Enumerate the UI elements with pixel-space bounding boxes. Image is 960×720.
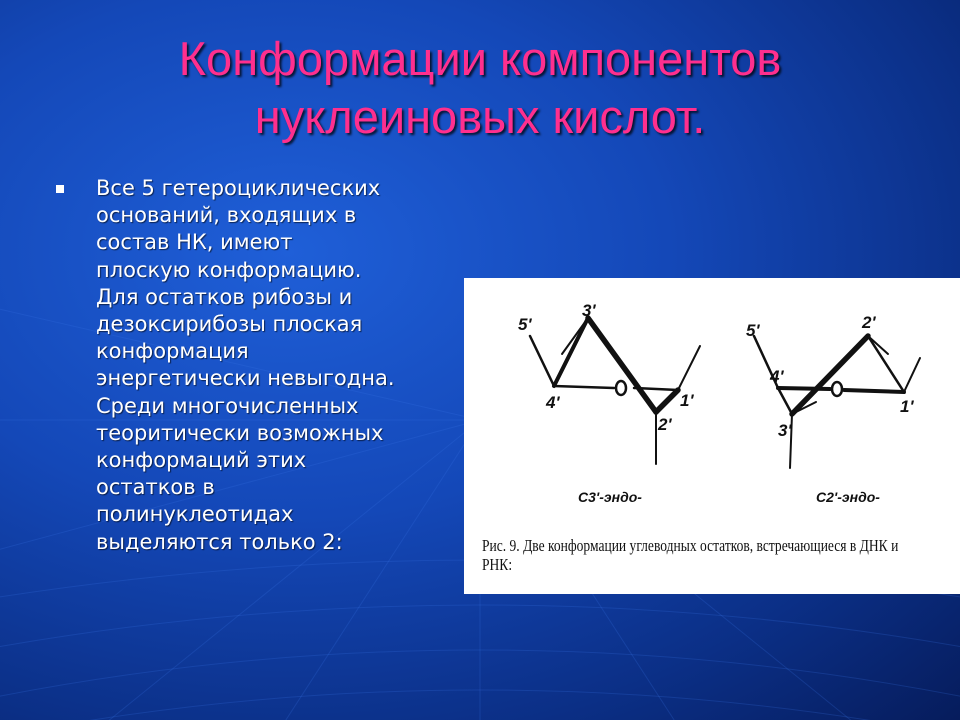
right-label-c2: 2' (862, 313, 876, 332)
title-line-1: Конформации компонентов (178, 32, 782, 85)
square-bullet-icon (56, 185, 64, 193)
caption-line-1: Рис. 9. Две конформации углеводных остатков, встречающиеся в ДНК и (482, 536, 899, 555)
right-label-c4: 4' (770, 367, 784, 386)
conformation-figure (464, 278, 960, 594)
figure-caption (482, 536, 899, 574)
left-label-c1: 1' (680, 391, 694, 410)
right-label-c5: 5' (746, 321, 760, 340)
caption-line-2: РНК: (482, 555, 513, 574)
slide-title (60, 30, 900, 146)
title-line-2: нуклеиновых кислот. (254, 90, 706, 143)
right-label-c3: 3' (778, 421, 792, 440)
c2-endo-structure (754, 336, 920, 468)
bullet-list (56, 175, 466, 556)
left-label-c4: 4' (546, 393, 560, 412)
left-label-c2: 2' (658, 415, 672, 434)
left-label-c5: 5' (518, 315, 532, 334)
bullet-text: Все 5 гетероциклических оснований, входящих в состав НК, имеют плоскую конформацию. Для остатков рибозы и дезоксирибозы плоская конформация энергетически невыгодна. Среди многочисленных теоритически возможных конформаций этих остатков в полинуклеотидах выделяются только 2: (96, 176, 395, 554)
left-label-c3: 3' (582, 301, 596, 320)
c3-endo-structure (530, 318, 700, 464)
right-label-c1: 1' (900, 397, 914, 416)
right-conformation-name: С2'-эндо- (816, 489, 880, 505)
left-conformation-name: С3'-эндо- (578, 489, 642, 505)
